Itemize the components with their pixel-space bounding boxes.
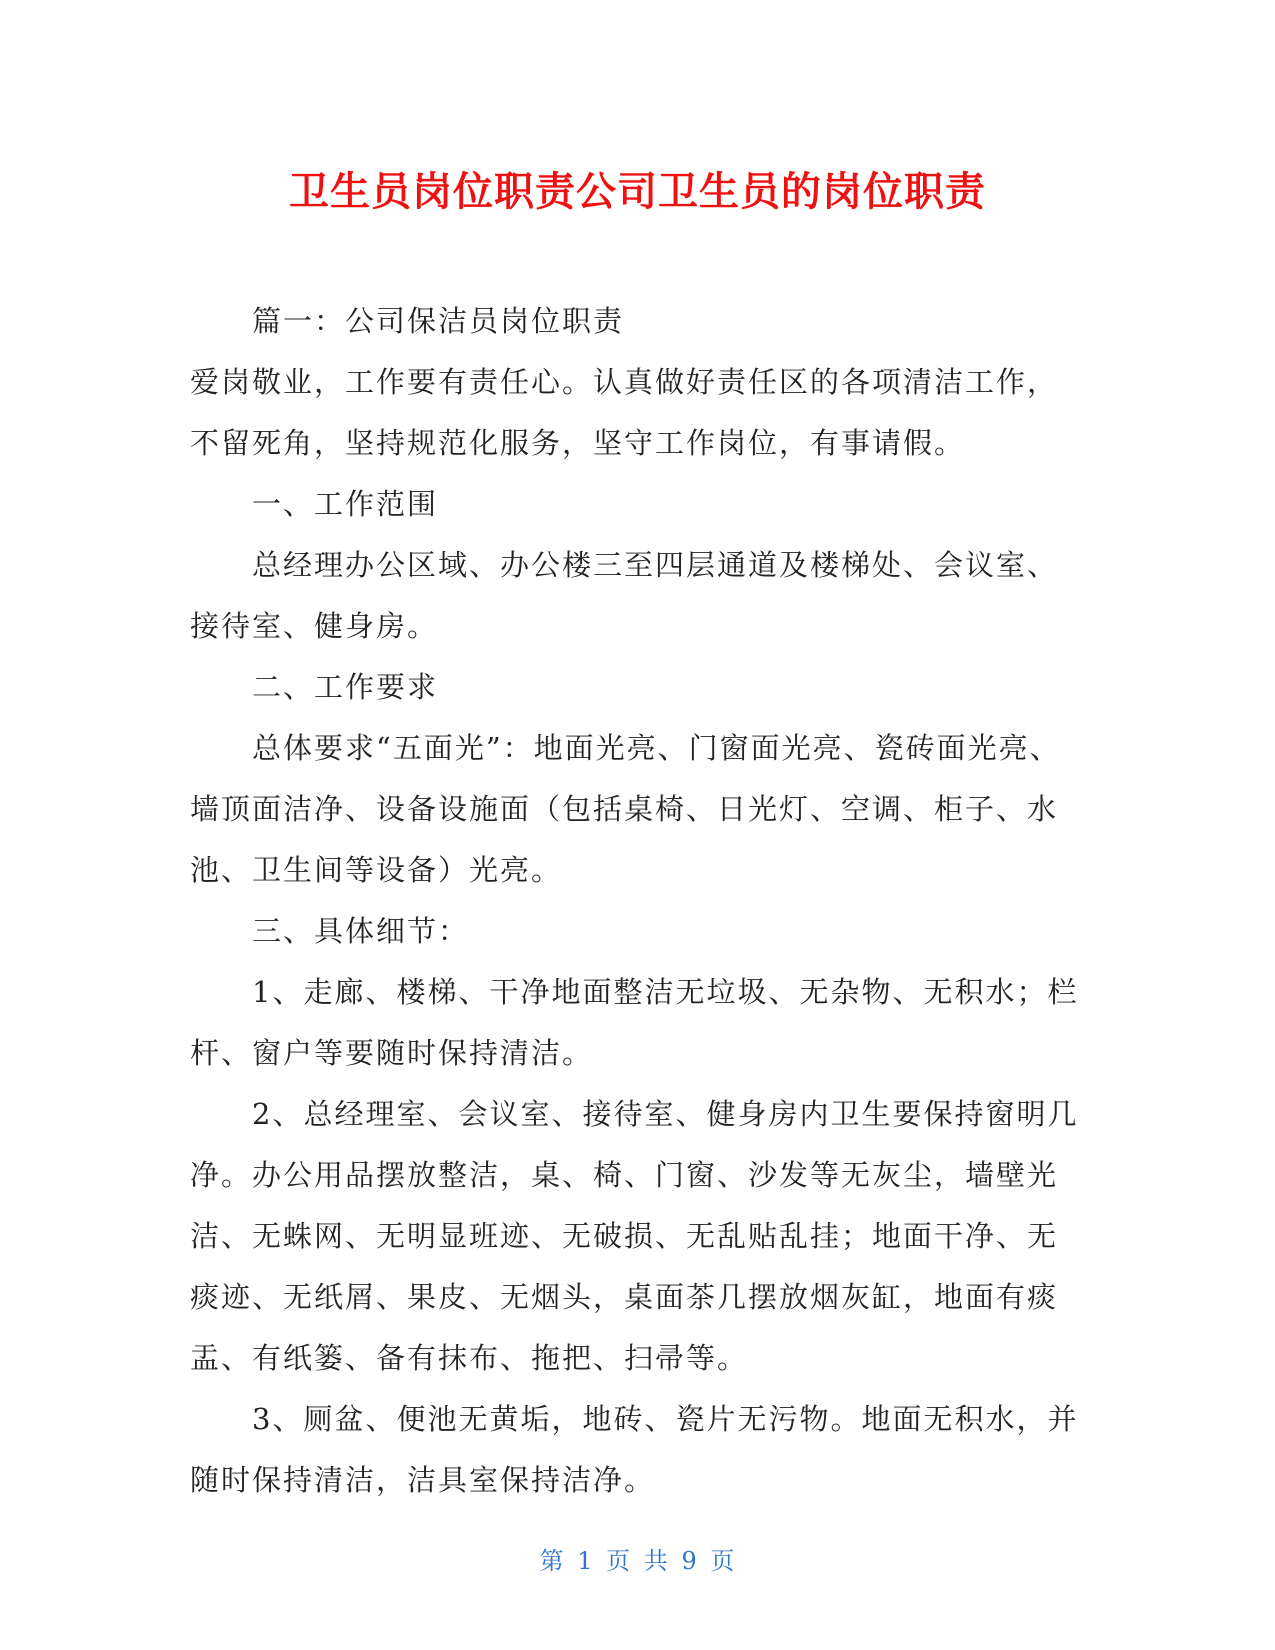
work-scope-paragraph: 总经理办公区域、办公楼三至四层通道及楼梯处、会议室、接待室、健身房。 <box>190 548 1059 643</box>
detail-item-2: 2、总经理室、会议室、接待室、健身房内卫生要保持窗明几净。办公用品摆放整洁，桌、椅、门窗、沙发等无灰尘，墙壁光洁、无蛛网、无明显班迹、无破损、无乱贴乱挂；地面干净、无痰迹、无纸屑、果皮、无烟头，桌面茶几摆放烟灰缸，地面有痰盂、有纸篓、备有抹布、拖把、扫帚等。 <box>190 1097 1079 1375</box>
requirements-paragraph: 总体要求“五面光”：地面光亮、门窗面光亮、瓷砖面光亮、墙顶面洁净、设备设施面（包括桌椅、日光灯、空调、柜子、水池、卫生间等设备）光亮。 <box>190 731 1061 887</box>
detail-item-3: 3、厕盆、便池无黄垢，地砖、瓷片无污物。地面无积水，并随时保持清洁，洁具室保持洁净。 <box>190 1402 1079 1497</box>
section-heading-work-scope: 一、工作范围 <box>252 487 439 521</box>
document-title: 卫生员岗位职责公司卫生员的岗位职责 <box>289 169 986 215</box>
page-number-footer: 第 1 页 共 9 页 <box>539 1547 736 1575</box>
intro-paragraph: 爱岗敬业，工作要有责任心。认真做好责任区的各项清洁工作，不留死角，坚持规范化服务，坚守工作岗位，有事请假。 <box>190 365 1059 460</box>
section-heading-part-one: 篇一：公司保洁员岗位职责 <box>252 304 625 338</box>
document-body <box>190 291 1080 1511</box>
section-heading-work-requirements: 二、工作要求 <box>252 670 439 704</box>
detail-item-1: 1、走廊、楼梯、干净地面整洁无垃圾、无杂物、无积水；栏杆、窗户等要随时保持清洁。 <box>190 975 1079 1070</box>
section-heading-details: 三、具体细节： <box>252 914 470 948</box>
